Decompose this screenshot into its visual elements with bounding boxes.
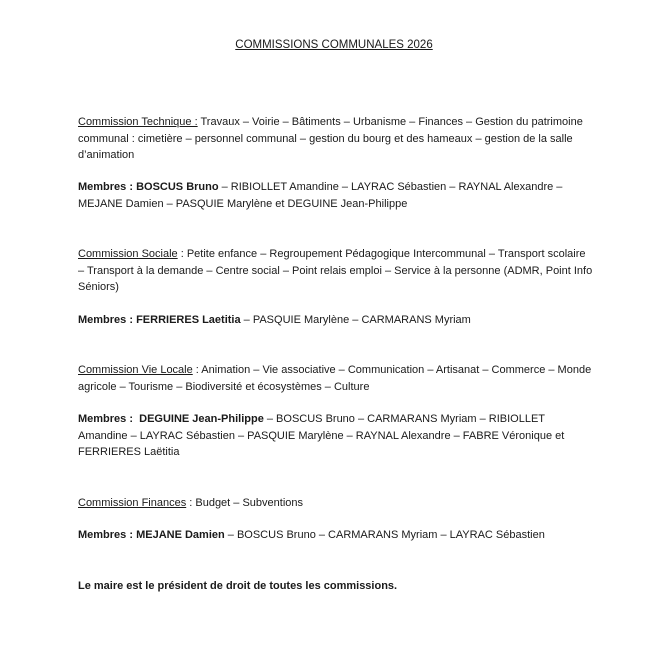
members-list: – BOSCUS Bruno – CARMARANS Myriam – LAYRAC Sébastien bbox=[224, 529, 545, 541]
members-label: Membres : FERRIERES Laetitia bbox=[78, 314, 241, 326]
commission-technique-description bbox=[78, 114, 594, 164]
members-label: Membres : BOSCUS Bruno bbox=[78, 181, 219, 193]
commission-name: Commission Finances bbox=[78, 497, 187, 509]
commission-scope: : Budget – Subventions bbox=[186, 497, 304, 509]
commission-vie-locale-description bbox=[78, 362, 594, 395]
commission-scope: : Petite enfance – Regroupement Pédagogique Intercommunal – Transport scolaire – Transport à la demande – Centre social – Point relais emploi – Service à la personne (ADMR, Point Info Séniors) bbox=[78, 248, 593, 293]
commission-name: Commission Sociale bbox=[78, 248, 178, 260]
commission-scope: : Animation – Vie associative – Communication – Artisanat – Commerce – Monde agricole – Tourisme – Biodiversité et écosystèmes – Culture bbox=[78, 364, 592, 393]
members-list: – PASQUIE Marylène – CARMARANS Myriam bbox=[240, 314, 471, 326]
commission-sociale-members bbox=[78, 312, 594, 329]
commission-sociale-description bbox=[78, 246, 594, 296]
commission-vie-locale-members bbox=[78, 411, 594, 461]
commission-name: Commission Vie Locale bbox=[78, 364, 193, 376]
commission-technique-members bbox=[78, 179, 594, 212]
commission-finances-description bbox=[78, 495, 594, 512]
members-list: – BOSCUS Bruno – CARMARANS Myriam – RIBIOLLET Amandine – LAYRAC Sébastien – PASQUIE Marylène – RAYNAL Alexandre – FABRE Véronique et FERRIERES Laëtitia bbox=[78, 413, 565, 458]
document-title: COMMISSIONS COMMUNALES 2026 bbox=[235, 39, 433, 51]
footer-note: Le maire est le président de droit de toutes les commissions. bbox=[78, 580, 398, 592]
members-label: Membres : MEJANE Damien bbox=[78, 529, 225, 541]
commission-name: Commission Technique : bbox=[78, 116, 198, 128]
members-label: Membres : DEGUINE Jean-Philippe bbox=[78, 413, 264, 425]
members-list: – RIBIOLLET Amandine – LAYRAC Sébastien – RAYNAL Alexandre – MEJANE Damien – PASQUIE Marylène et DEGUINE Jean-Philippe bbox=[78, 181, 563, 210]
commission-scope: Travaux – Voirie – Bâtiments – Urbanisme – Finances – Gestion du patrimoine communal : cimetière – personnel communal – gestion du bourg et des hameaux – gestion de la salle d’animation bbox=[78, 116, 583, 161]
commission-finances-members bbox=[78, 527, 594, 544]
